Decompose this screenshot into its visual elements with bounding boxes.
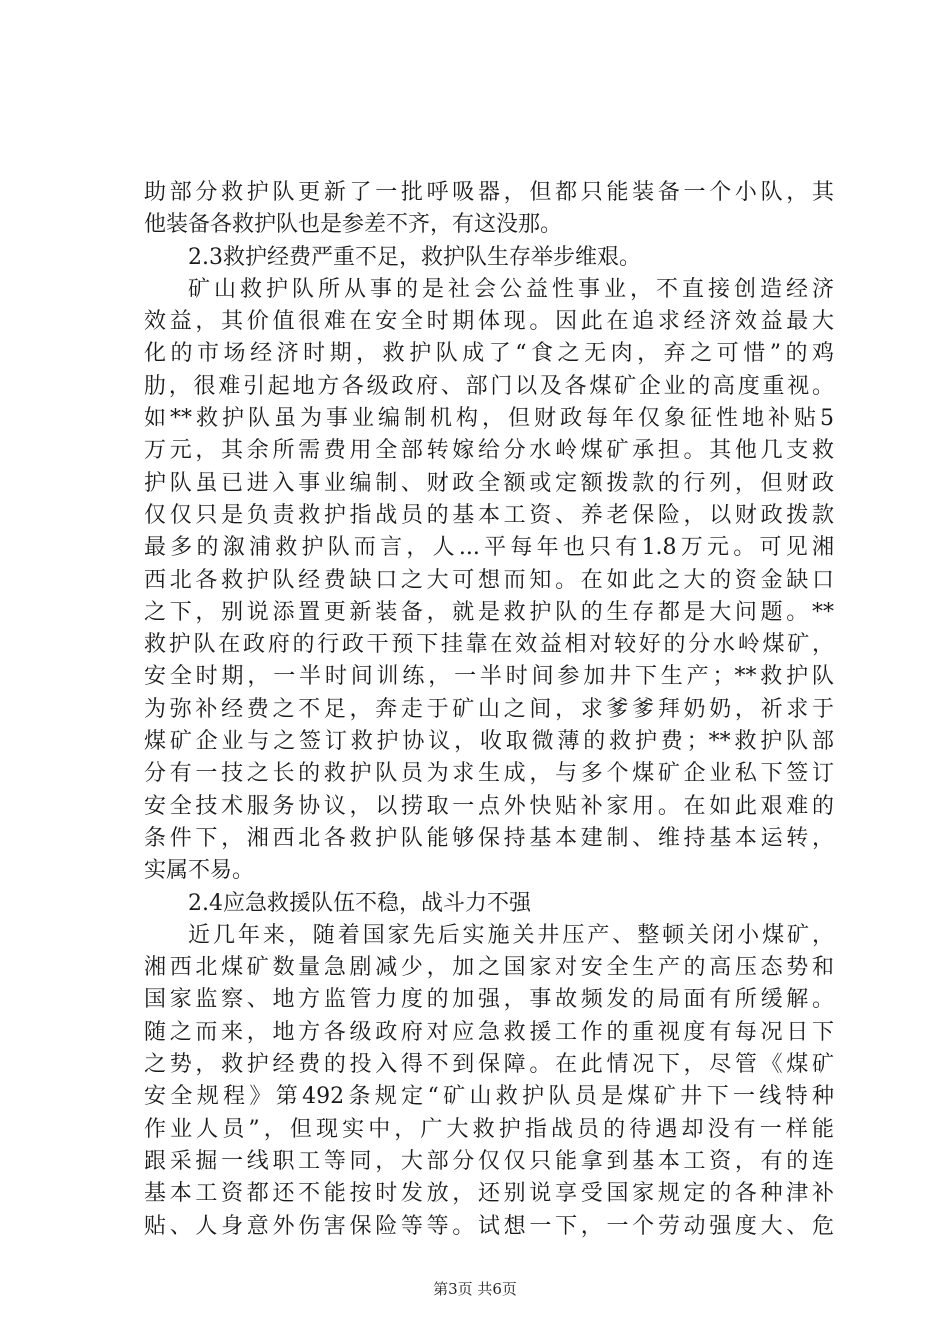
text-line: 基本工资都还不能按时发放，还别说享受国家规定的各种津补 — [144, 1181, 834, 1207]
text-line: 仅仅只是负责救护指战员的基本工资、养老保险，以财政拨款 — [144, 502, 834, 528]
text-line: 实属不易。 — [144, 858, 255, 884]
text-line: 煤矿企业与之签订救护协议，收取微薄的救护费；**救护队部 — [144, 729, 834, 755]
text-line: 之势，救护经费的投入得不到保障。在此情况下，尽管《煤矿 — [144, 1052, 834, 1078]
text-line: 2.3救护经费严重不足，救护队生存举步维艰。 — [188, 244, 641, 270]
text-line: 万元，其余所需费用全部转嫁给分水岭煤矿承担。其他几支救 — [144, 438, 834, 464]
document-body — [144, 177, 834, 1243]
text-line: 跟采掘一线职工等同，大部分仅仅只能拿到基本工资，有的连 — [144, 1148, 834, 1174]
page-footer — [0, 1278, 950, 1299]
text-line: 如**救护队虽为事业编制机构，但财政每年仅象征性地补贴5 — [144, 406, 834, 432]
text-line: 2.4应急救援队伍不稳，战斗力不强 — [188, 890, 531, 916]
text-line: 最多的溆浦救护队而言，人...平每年也只有1.8万元。可见湘 — [144, 535, 834, 561]
text-line: 助部分救护队更新了一批呼吸器，但都只能装备一个小队，其 — [144, 180, 834, 205]
text-line: 分有一技之长的救护队员为求生成，与多个煤矿企业私下签订 — [144, 761, 834, 787]
text-line: 化的市场经济时期，救护队成了“食之无肉，弃之可惜”的鸡 — [144, 341, 834, 367]
text-line: 安全时期，一半时间训练，一半时间参加井下生产；**救护队 — [144, 664, 834, 690]
text-line: 国家监察、地方监管力度的加强，事故频发的局面有所缓解。 — [144, 987, 834, 1013]
text-line: 作业人员”，但现实中，广大救护指战员的待遇却没有一样能 — [144, 1116, 834, 1142]
text-line: 安全规程》第492条规定“矿山救护队员是煤矿井下一线特种 — [144, 1084, 834, 1110]
text-line: 为弥补经费之不足，奔走于矿山之间，求爹爹拜奶奶，祈求于 — [144, 696, 834, 722]
text-line: 西北各救护队经费缺口之大可想而知。在如此之大的资金缺口 — [144, 567, 834, 593]
text-line: 肋，很难引起地方各级政府、部门以及各煤矿企业的高度重视。 — [144, 373, 834, 399]
text-line: 湘西北煤矿数量急剧减少，加之国家对安全生产的高压态势和 — [144, 955, 834, 981]
text-line: 他装备各救护队也是参差不齐，有这没那。 — [144, 212, 563, 238]
text-line: 矿山救护队所从事的是社会公益性事业，不直接创造经济 — [188, 276, 834, 302]
text-line: 之下，别说添置更新装备，就是救护队的生存都是大问题。** — [144, 599, 834, 625]
page-number-label: 第3页 共6页 — [433, 1280, 517, 1298]
text-line: 贴、人身意外伤害保险等等。试想一下，一个劳动强度大、危 — [144, 1213, 834, 1239]
text-line: 救护队在政府的行政干预下挂靠在效益相对较好的分水岭煤矿， — [144, 632, 834, 658]
text-line: 护队虽已进入事业编制、财政全额或定额拨款的行列，但财政 — [144, 470, 834, 496]
text-line: 近几年来，随着国家先后实施关井压产、整顿关闭小煤矿， — [188, 922, 834, 948]
text-line: 条件下，湘西北各救护队能够保持基本建制、维持基本运转， — [144, 825, 834, 851]
text-line: 随之而来，地方各级政府对应急救援工作的重视度有每况日下 — [144, 1019, 834, 1045]
text-line: 效益，其价值很难在安全时期体现。因此在追求经济效益最大 — [144, 309, 834, 335]
text-line: 安全技术服务协议，以捞取一点外快贴补家用。在如此艰难的 — [144, 793, 834, 819]
